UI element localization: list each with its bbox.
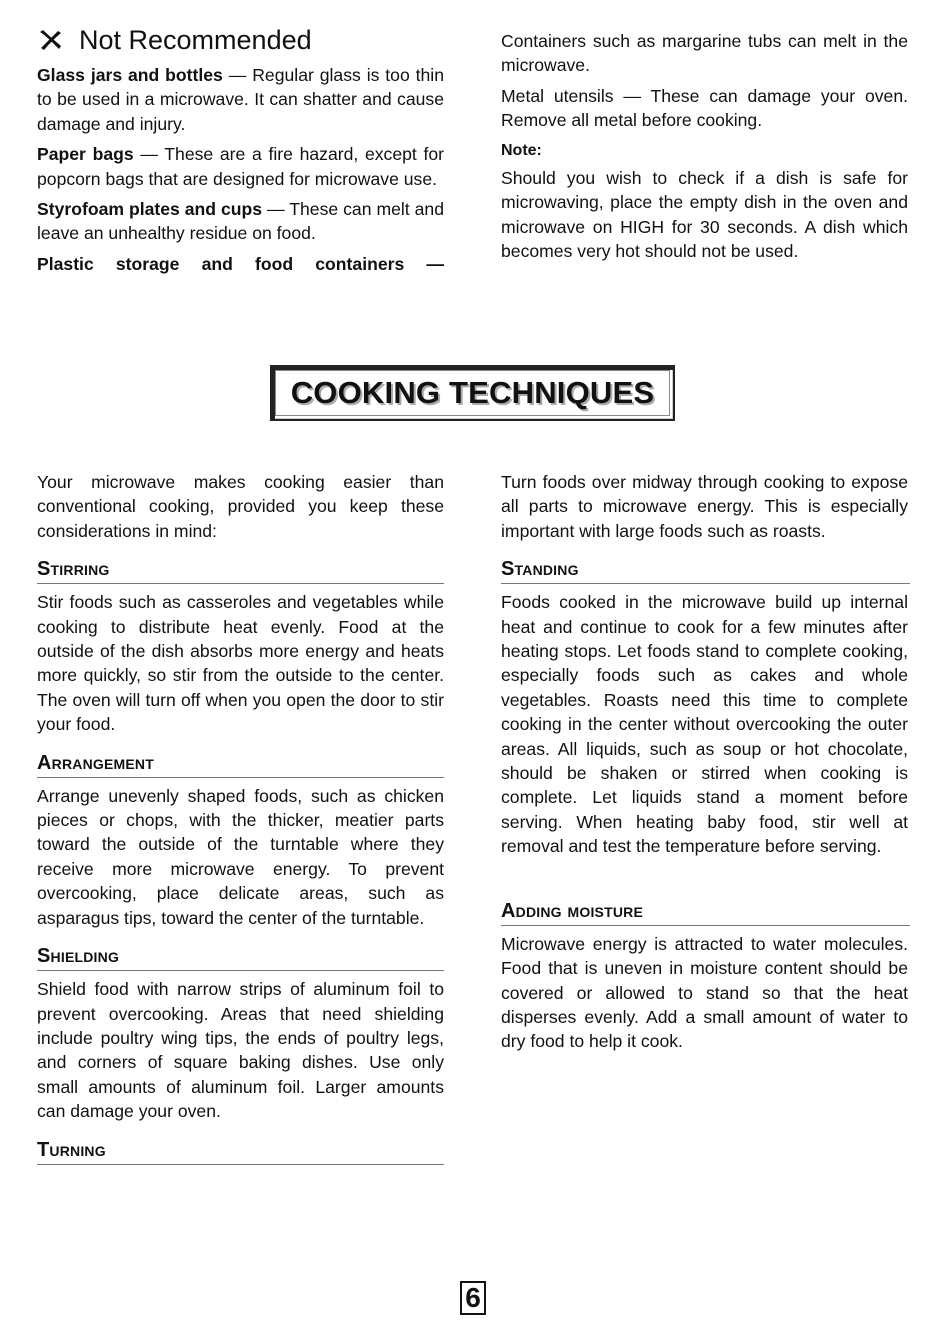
glass-item (37, 63, 444, 136)
not-recommended-column-continued (501, 29, 908, 270)
plastic-item (37, 252, 444, 276)
paper-term: Paper bags (37, 144, 134, 165)
plastic-term: Plastic storage and food containers — (37, 253, 444, 274)
standing-text: Foods cooked in the microwave build up internal heat and continue to cook for a few minutes after heating stops. Let foods stand to complete cooking, especially foods such as cakes and whole vegetables. Roasts need this time to complete cooking in the center without overcooking the outer areas. All liquids, such as soup or hot chocolate, should be shaken or stirred when cooking is complete. Let liquids stand a moment before serving. When heating baby food, stir well at removal and test the temperature before serving. (501, 592, 908, 857)
glass-text: — Regular glass is too thin to be used in a microwave. It can shatter and cause damage and injury. (37, 65, 444, 134)
turning-title: Turning (37, 1138, 106, 1161)
adding-moisture-text: Microwave energy is attracted to water molecules. Food that is uneven in moisture content should be covered or allowed to stand so that the heat disperses evenly. Add a small amount of water to dry food to help it cook. (501, 933, 908, 1052)
not-recommended-title: Not Recommended (79, 25, 312, 55)
arrangement-text: Arrange unevenly shaped foods, such as chicken pieces or chops, with the thicker, meatier parts toward the outside of the turntable where they receive more microwave energy. To prevent overcooking, place delicate areas, such as asparagus tips, toward the center of the turntable. (37, 785, 444, 928)
not-recommended-column (37, 25, 444, 276)
shielding-title: Shielding (37, 945, 120, 968)
adding-moisture-heading (501, 899, 910, 926)
arrangement-heading (37, 751, 444, 778)
shielding-text: Shield food with narrow strips of aluminum foil to prevent overcooking. Areas that need shielding include poultry wing tips, the ends of poultry legs, and corners of square baking dishes. Use only small amounts of aluminum foil. Larger amounts can damage your oven. (37, 979, 444, 1122)
standing-title: Standing (501, 558, 579, 581)
section-banner (270, 365, 675, 421)
styrofoam-term: Styrofoam plates and cups (37, 199, 263, 220)
note-label: Note: (501, 141, 542, 159)
cross-mark-icon (37, 29, 63, 51)
turning-text: Turn foods over midway through cooking to expose all parts to microwave energy. This is especially important with large foods such as roasts. (501, 472, 908, 541)
page-number: 6 (460, 1281, 486, 1315)
adding-moisture-title: Adding moisture (501, 899, 643, 922)
stirring-title: Stirring (37, 558, 110, 581)
standing-heading (501, 557, 910, 584)
not-recommended-heading (37, 25, 444, 55)
stirring-text: Stir foods such as casseroles and vegetables while cooking to distribute heat evenly. Food at the outside of the dish absorbs more energy and heats more quickly, so stir from the outside to the center. The oven will turn off when you open the door to stir your food. (37, 592, 444, 735)
banner-title: COOKING TECHNIQUES (290, 375, 655, 410)
shielding-heading (37, 944, 444, 971)
glass-term: Glass jars and bottles (37, 65, 223, 85)
stirring-heading (37, 557, 444, 584)
paper-item (37, 142, 444, 191)
intro-text: Your microwave makes cooking easier than conventional cooking, provided you keep these considerations in mind: (37, 472, 444, 541)
turning-heading (37, 1138, 444, 1165)
arrangement-title: Arrangement (37, 751, 154, 774)
styrofoam-item (37, 197, 444, 246)
techniques-left-column (37, 470, 444, 1171)
paper-text: — These are a fire hazard, except for popcorn bags that are designed for microwave use. (37, 144, 445, 189)
note-text: Should you wish to check if a dish is safe for microwaving, place the empty dish in the oven and microwave on HIGH for 30 seconds. A dish which becomes very hot should not be used. (501, 168, 908, 262)
styrofoam-text: — These can melt and leave an unhealthy residue on food. (37, 199, 444, 244)
metal-item: Metal utensils — These can damage your oven. Remove all metal before cooking. (501, 85, 908, 131)
techniques-right-column (501, 470, 908, 1060)
plastic-text: Containers such as margarine tubs can melt in the microwave. (501, 31, 908, 76)
